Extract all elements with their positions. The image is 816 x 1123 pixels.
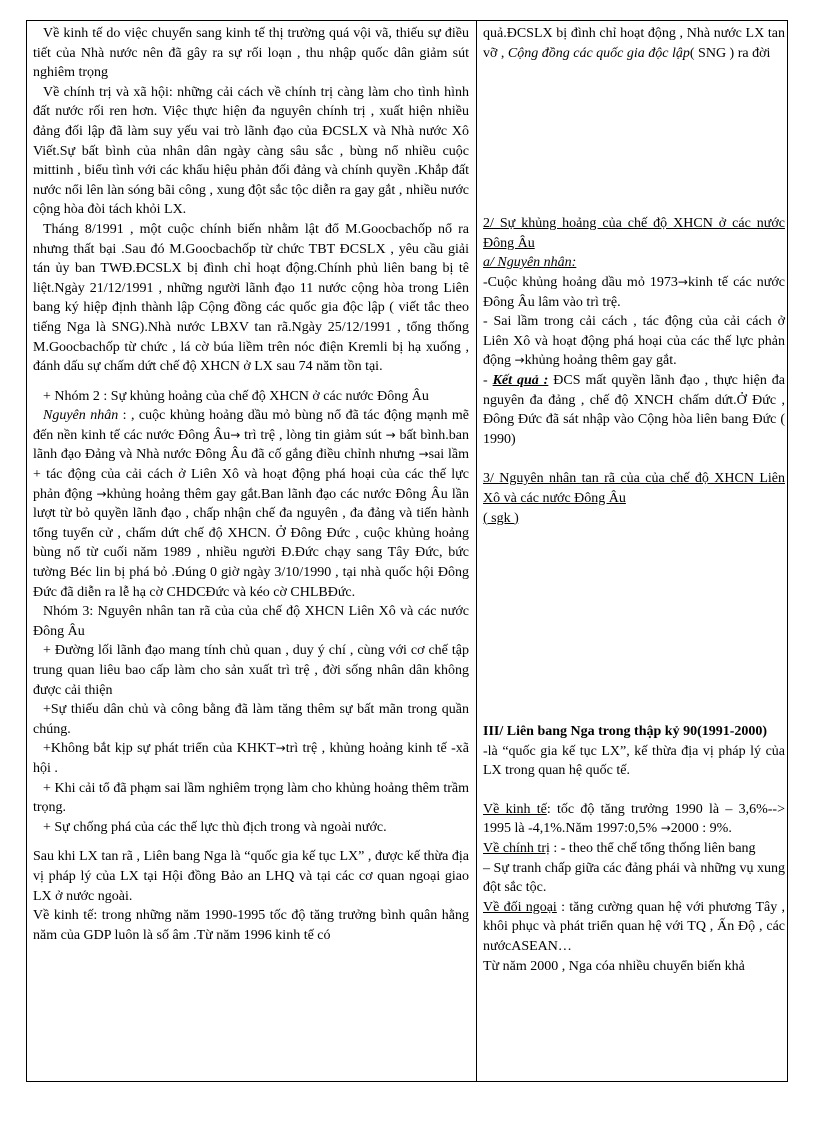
arrow-icon: →: [385, 427, 396, 442]
left-column: [33, 24, 469, 945]
group-3-heading: Nhóm 3: Nguyên nhân tan rã của của chế độ XHCN Liên Xô và các nước Đông Âu: [33, 604, 469, 639]
causes-subheading: a/ Nguyên nhân:: [483, 255, 577, 271]
cause-reform-mistakes: + Khi cải tổ đã phạm sai lầm nghiêm trọng làm cho khủng hoảng thêm trầm trọng.: [33, 780, 469, 816]
cause-hostile-forces: + Sự chống phá của các thế lực thù địch trong và ngoài nước.: [43, 819, 387, 835]
note-russia-successor: -là “quốc gia kế tục LX”, kế thừa địa vị pháp lý của LX trong quan hệ quốc tế.: [483, 743, 785, 779]
arrow-icon: →: [514, 353, 525, 368]
arrow-icon: →: [660, 821, 671, 836]
two-column-table: [26, 20, 788, 1082]
note-oil-crisis: -Cuộc khủng hoảng dầu mỏ 1973→kinh tế các nước Đông Âu lâm vào trì trệ.: [483, 274, 786, 310]
note-sng-formed: quả.ĐCSLX bị đình chỉ hoạt động , Nhà nước LX tan vỡ , Cộng đồng các quốc gia độc lập( SNG ) ra đời: [483, 26, 785, 61]
column-divider: [476, 21, 477, 1081]
arrow-icon: →: [230, 427, 241, 442]
paragraph-russia-economy: Về kinh tế: trong những năm 1990-1995 tốc độ tăng trưởng bình quân hằng năm của GDP luôn là số âm .Từ năm 1996 kinh tế có: [33, 908, 469, 943]
cause-technology: +Không bắt kịp sự phát triển của KHKT→trì trệ , khủng hoảng kinh tế -xã hội .: [33, 741, 469, 776]
section-2-heading: 2/ Sự khủng hoảng của chế độ XHCN ở các nước Đông Âu: [483, 216, 785, 251]
note-russia-politics: Về chính trị : - theo thể chế tổng thống liên bang: [483, 841, 756, 857]
note-reform-mistakes: - Sai lầm trong cải cách , tác động của cải cách ở Liên Xô và hoạt động phá hoại của các thế lực phản động →khủng hoảng thêm gay gắt.: [483, 314, 785, 369]
note-russia-foreign: Về đối ngoại : tăng cường quan hệ với phương Tây , khôi phục và phát triển quan hệ với TQ , Ấn Độ , các nướcASEAN…: [483, 899, 785, 955]
paragraph-coup-1991: Tháng 8/1991 , một cuộc chính biến nhằm lật đổ M.Goocbachốp nổ ra nhưng thất bại .Sau đó M.Goocbachốp từ chức TBT ĐCSLX , yêu cầu giải tán ủy ban TWĐ.ĐCSLX bị đình chỉ hoạt động.Chính phủ liên bang bị tê liệt.Ngày 21/12/1991 , những người lãnh đạo 11 nước cộng hòa trong Liên bang ký hiệp định thành lập Cộng đồng các quốc gia độc lập ( viết tắc theo tiếng Nga là SNG).Nhà nước LBXV tan rã.Ngày 25/12/1991 , tổng thống M.Goocbachốp từ chức , lá cờ búa liềm trên nóc điện Kremli bị hạ xuống , đánh dấu sự chấm dứt chế độ XHCN ở LX sau 74 năm tồn tại.: [33, 221, 469, 375]
arrow-icon: →: [275, 741, 286, 756]
causes-label: Nguyên nhân: [43, 408, 119, 424]
paragraph-politics: Về chính trị và xã hội: những cải cách về chính trị càng làm cho tình hình đất nước rối ren hơn. Việc thực hiện đa nguyên chính trị , xuất hiện nhiều đảng đối lập đã làm suy yếu vai trò lãnh đạo của ĐCSLX và Nhà nước Xô Viết.Sự bất bình của nhân dân ngày càng sâu sắc , bùng nổ nhiều cuộc mittinh , biểu tình với các khẩu hiệu phản đối đảng và chính quyền .Khắp đất nước nổi lên làn sóng bãi công , xung đột sắc tộc diễn ra gay gắt , nhiều nước cộng hòa đòi tách khỏi LX.: [33, 84, 469, 218]
arrow-icon: →: [418, 447, 429, 462]
section-3-heading: 3/ Nguyên nhân tan rã của của chế độ XHCN Liên Xô và các nước Đông Âu: [483, 471, 785, 506]
right-column: [483, 24, 785, 976]
note-russia-economy: Về kinh tế: tốc độ tăng trưởng 1990 là – 3,6%--> 1995 là -4,1%.Năm 1997:0,5% →2000 : 9%.: [483, 801, 785, 837]
section-III-heading: III/ Liên bang Nga trong thập kỷ 90(1991-2000): [483, 724, 768, 740]
paragraph-russia-successor: Sau khi LX tan rã , Liên bang Nga là “quốc gia kế tục LX” , được kế thừa địa vị pháp lý của LX tại Hội đồng Bảo an LHQ và tại các cơ quan ngoại giao LX ở nước ngoài.: [33, 849, 469, 904]
cause-democracy: +Sự thiếu dân chủ và công bằng đã làm tăng thêm sự bất mãn trong quần chúng.: [33, 702, 469, 737]
cause-leadership: + Đường lối lãnh đạo mang tính chủ quan , duy ý chí , cùng với cơ chế tập trung quan liêu bao cấp làm cho sản xuất trì trệ , đời sống nhân dân không được cải thiện: [33, 643, 469, 698]
arrow-icon: →: [677, 274, 688, 289]
note-result: - Kết quả : ĐCS mất quyền lãnh đạo , thực hiện đa nguyên đa đảng , chế độ XNCH chấm dứt.Ở Đức , Đông Đức đã sát nhập vào Cộng hòa liên bang Đức ( 1990): [483, 372, 785, 447]
note-party-disputes: – Sự tranh chấp giữa các đảng phái và những vụ xung đột sắc tộc.: [483, 860, 785, 896]
note-russia-2000: Từ năm 2000 , Nga cóa nhiều chuyển biến khả: [483, 958, 745, 974]
result-label: Kết quả :: [492, 372, 549, 388]
paragraph-economy: Về kinh tế do việc chuyển sang kinh tế thị trường quá vội vã, thiếu sự điều tiết của Nhà nước nên đã gây ra sự rối loạn , thu nhập quốc dân giảm sút nghiêm trọng: [33, 26, 469, 81]
paragraph-eastern-europe-causes: Nguyên nhân : , cuộc khủng hoảng dầu mỏ bùng nổ đã tác động mạnh mẽ đến nền kinh tế các nước Đông Âu→ trì trệ , lòng tin giảm sút → bất bình.ban lãnh đạo Đảng và Nhà nước Đông Âu đã cố gắng điều chỉnh nhưng →sai lầm + tác động của cải cách ở Liên Xô và hoạt động phá hoại của các thế lực phản động →khủng hoảng thêm gay gắt.Ban lãnh đạo các nước Đông Âu lần lượt từ bỏ quyền lãnh đạo , chấp nhận chế đa nguyên , đa đảng và tiến hành tổng tuyển cử , chấm dứt chế độ XHCN. Ở Đông Đức , cuộc khủng hoảng bùng nổ từ cuối năm 1989 , nhiều người Đ.Đức chạy sang Tây Đức, bức tường Béc lin bị phá bỏ .Đúng 0 giờ ngày 3/10/1990 , tại nhà quốc hội Đông Đức đã diễn ra lễ hạ cờ CHDCĐức và kéo cờ CHLBĐức.: [33, 408, 470, 600]
sgk-reference: ( sgk ): [483, 510, 519, 526]
arrow-icon: →: [96, 486, 107, 501]
group-2-heading: + Nhóm 2 : Sự khủng hoảng của chế độ XHCN ở các nước Đông Âu: [43, 388, 429, 404]
